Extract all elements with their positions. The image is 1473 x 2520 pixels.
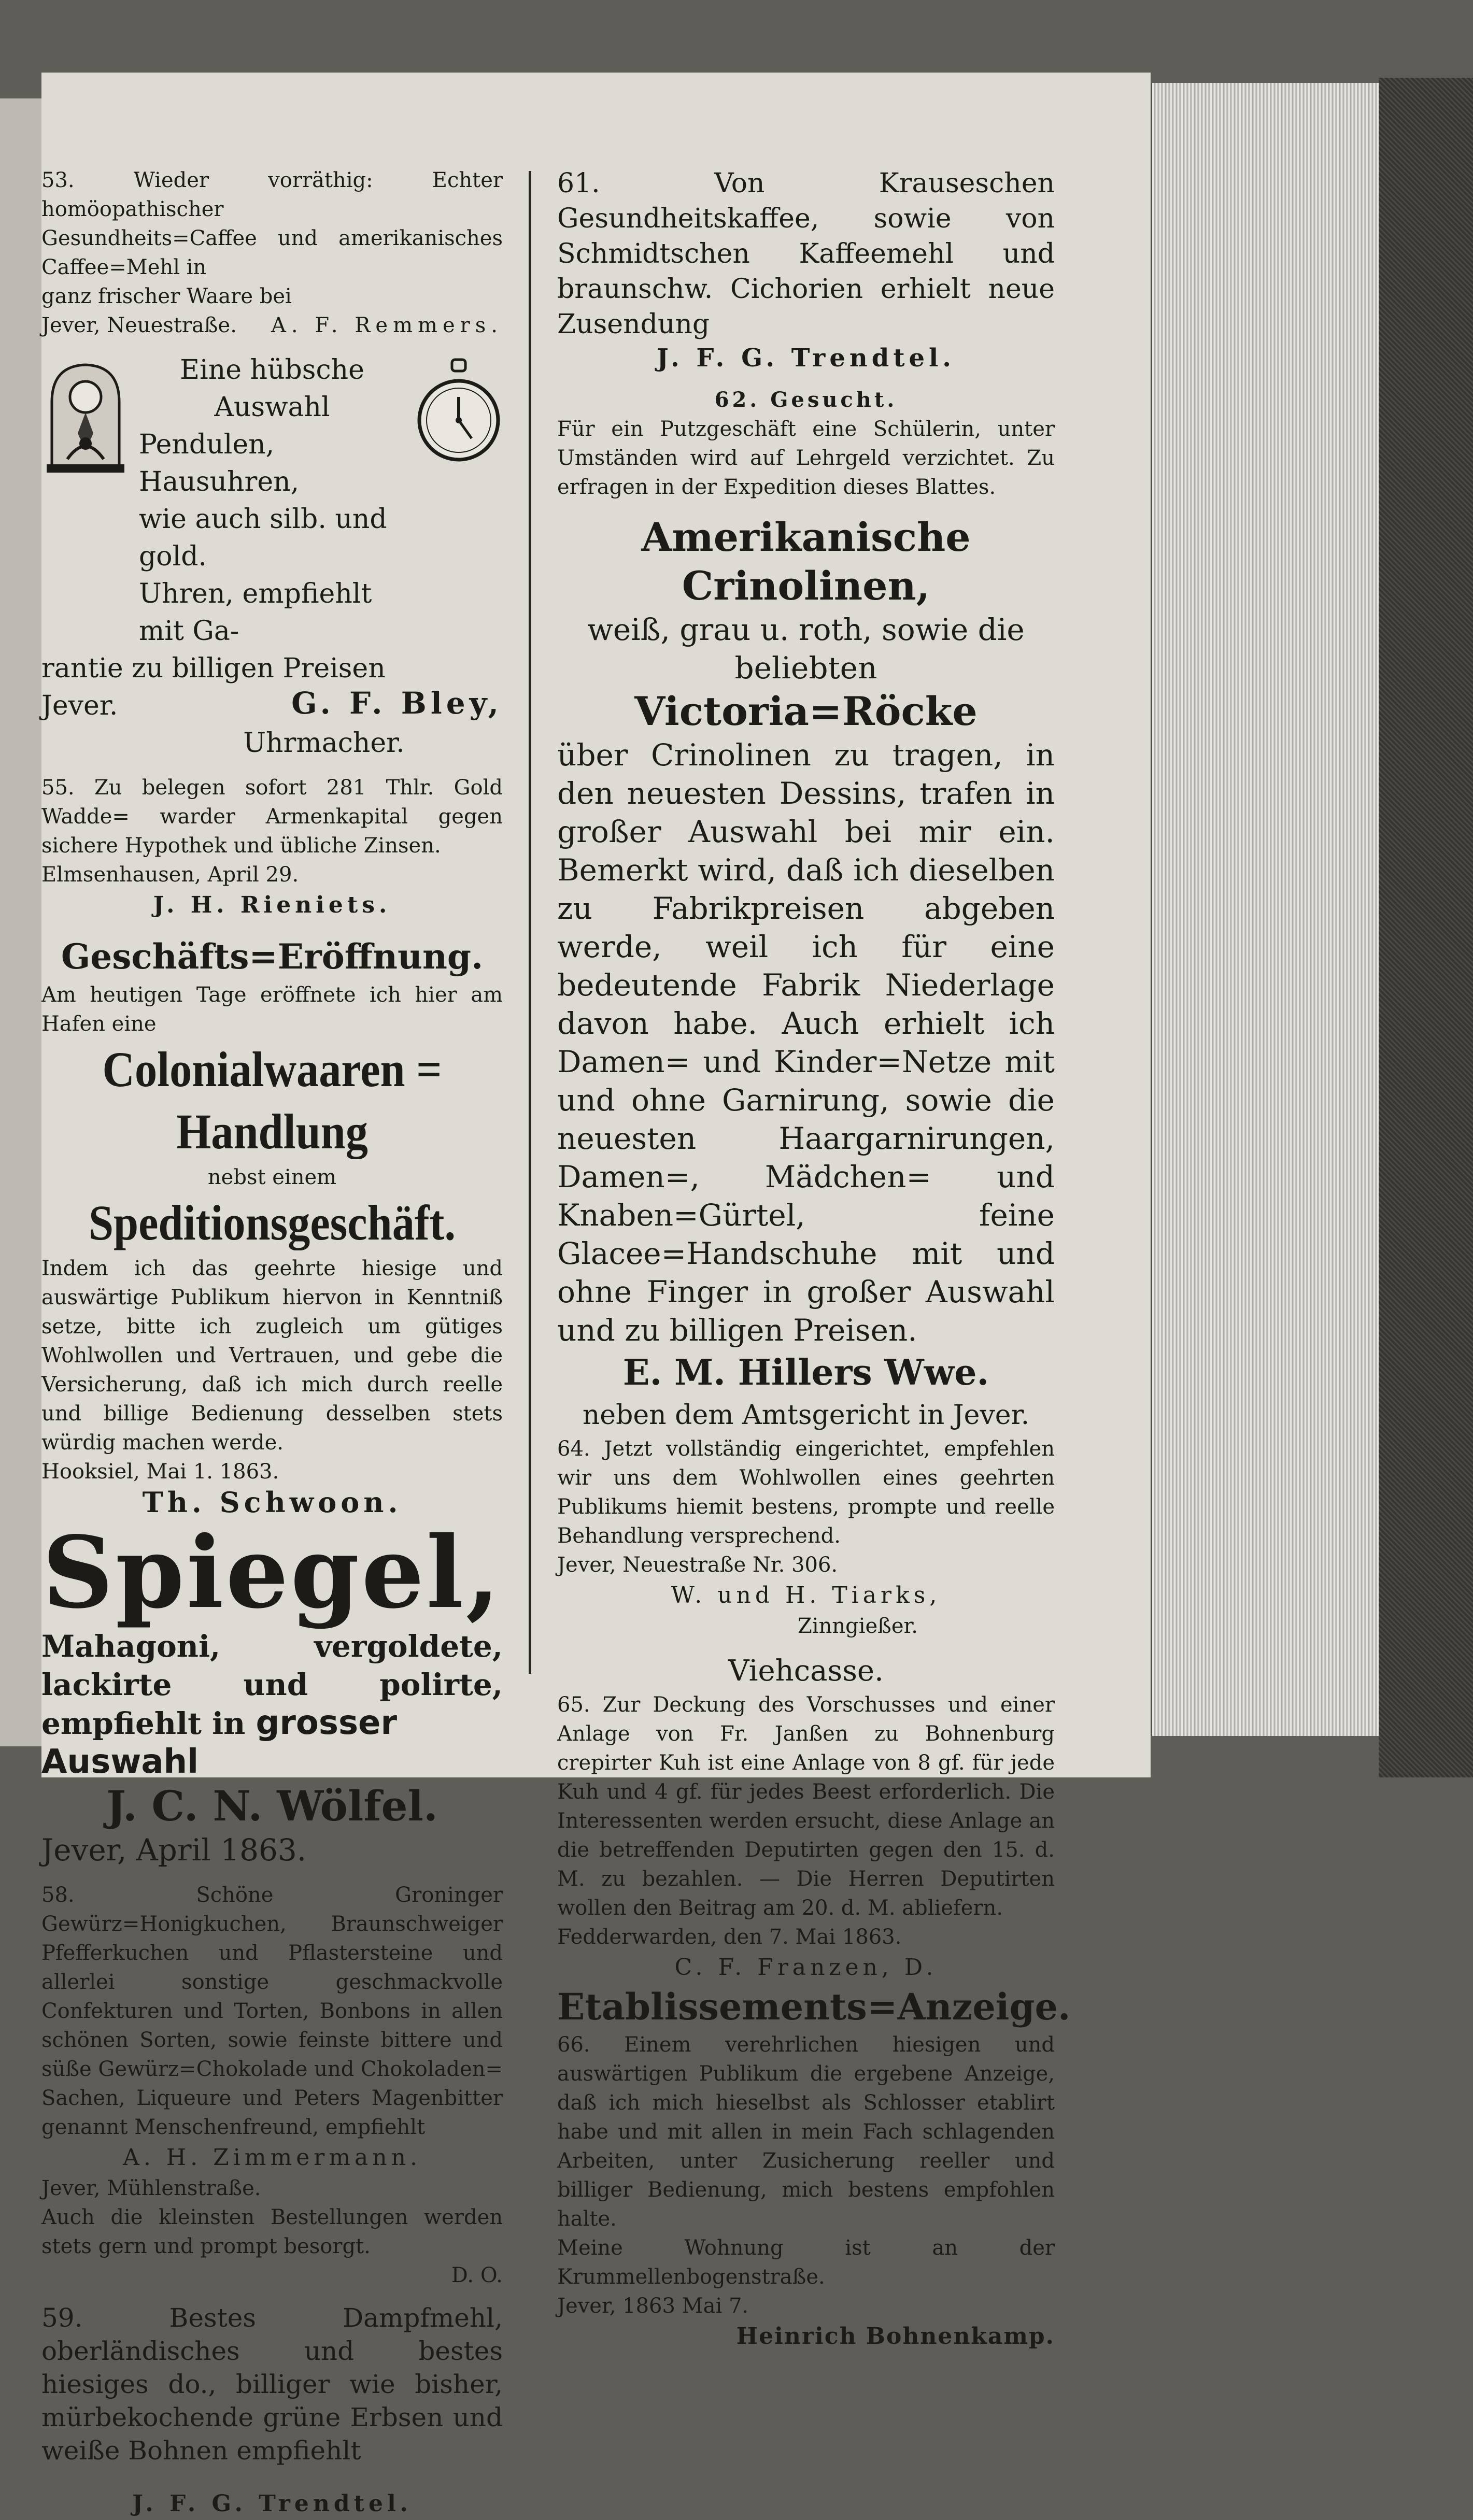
ad-56-title: Geschäfts=Eröffnung. <box>61 936 484 977</box>
ad-64-text: 64. Jetzt vollständig eingerichtet, empfehlen wir uns dem Wohlwollen eines geehrten Publikums hiemit bestens, prompte und reelle Behandlung versprechend. <box>557 1437 1055 1548</box>
ad-57-text: Mahagoni, vergoldete, lackirte und polirte, empfiehlt in <box>41 1629 503 1741</box>
ad-66-title: Etablissements=Anzeige. <box>557 1985 1071 2028</box>
ad-56-business2: Speditionsgeschäft. <box>88 1195 456 1250</box>
ad-54-line: Uhren, empfiehlt mit Ga- <box>139 578 372 647</box>
ad-58 <box>41 1881 503 2290</box>
ad-62 <box>557 386 1055 502</box>
ad-54-line: Pendulen, Hausuhren, <box>139 429 300 497</box>
ad-56-signer: Th. Schwoon. <box>142 1486 402 1519</box>
ad-63-subtitle: weiß, grau u. roth, sowie die beliebten <box>587 612 1025 686</box>
ad-65-place-date: Fedderwarden, den 7. Mai 1863. <box>557 1925 902 1949</box>
ad-59-signer: J. F. G. Trendtel. <box>132 2490 412 2517</box>
ad-55-signer: J. H. Rieniets. <box>153 892 391 918</box>
ad-59 <box>41 2301 503 2520</box>
ad-65-signer: C. F. Franzen, D. <box>674 1954 938 1981</box>
ad-61 <box>557 166 1055 374</box>
ad-53-line: 53. Wieder vorräthig: Echter homöopathischer <box>41 168 503 221</box>
book-cover <box>1379 78 1473 1777</box>
left-column <box>41 166 503 2520</box>
ad-58-place: Jever, Mühlenstraße. <box>41 2176 261 2200</box>
ad-57-title: Spiegel, <box>42 1515 502 1630</box>
ad-58-note: Auch die kleinsten Bestellungen werden stets gern und prompt besorgt. <box>41 2205 503 2258</box>
ad-54 <box>41 351 503 762</box>
ad-53-signer: A. F. Remmers. <box>271 314 503 337</box>
ad-66-text: 66. Einem verehrlichen hiesigen und auswärtigen Publikum die ergebene Anzeige, daß ich mich hieselbst als Schlosser etablirt habe und mit allen in mein Fach schlagenden Arbeiten, unter Zusicherung reeller und billiger Bedienung, mich bestens empfohlen halte. <box>557 2033 1055 2231</box>
ad-58-note-sig: D. O. <box>451 2263 503 2287</box>
ad-57-place-date: Jever, April 1863. <box>41 1832 307 1868</box>
ad-56-nebst: nebst einem <box>207 1165 337 1189</box>
ad-58-signer: A. H. Zimmermann. <box>123 2144 421 2171</box>
ad-66-text2: Meine Wohnung ist an der Krummellenbogenstraße. <box>557 2236 1055 2289</box>
ad-59-text: 59. Bestes Dampfmehl, oberländisches und bestes hiesiges do., billiger wie bisher, mürbekochende grüne Erbsen und weiße Bohnen empfiehlt <box>41 2303 503 2466</box>
ad-53 <box>41 166 503 340</box>
ad-56-business: Colonialwaaren = Handlung <box>102 1042 442 1159</box>
ad-56-intro: Am heutigen Tage eröffnete ich hier am Hafen eine <box>41 983 503 1036</box>
ad-54-line: rantie zu billigen Preisen <box>41 653 386 684</box>
ad-54-role: Uhrmacher. <box>243 728 405 759</box>
ad-54-signer: G. F. Bley, <box>291 686 503 721</box>
ad-57-signer: J. C. N. Wölfel. <box>106 1782 438 1830</box>
ad-63-text: über Crinolinen zu tragen, in den neuesten Dessins, trafen in großer Auswahl bei mir ein. Bemerkt wird, daß ich dieselben zu Fabrikpreisen abgeben werde, weil ich für eine bedeutende Fabrik Niederlage davon habe. Auch erhielt ich Damen= und Kinder=Netze mit und ohne Garnirung, sowie die neuesten Haargarnirungen, Damen=, Mädchen= und Knaben=Gürtel, feine Glacee=Handschuhe mit und ohne Finger in großer Auswahl und zu billigen Preisen. <box>557 737 1055 1348</box>
ad-64-role: Zinngießer. <box>797 1614 918 1638</box>
ad-62-text: Für ein Putzgeschäft eine Schülerin, unter Umständen wird auf Lehrgeld verzichtet. Zu erfragen in der Expedition dieses Blattes. <box>557 417 1055 499</box>
ad-64-signer: W. und H. Tiarks, <box>671 1582 941 1608</box>
ad-66-place-date: Jever, 1863 Mai 7. <box>557 2294 749 2318</box>
ad-56-text: Indem ich das geehrte hiesige und auswärtige Publikum hiervon in Kenntniß setze, bitte ich zugleich um gütiges Wohlwollen und Vertrauen, und gebe die Versicherung, daß ich mich durch reelle und billige Bedienung desselben stets würdig machen werde. <box>41 1257 503 1455</box>
previous-page-edge <box>0 98 43 1746</box>
ad-57 <box>41 1515 503 1869</box>
ad-53-place: Jever, Neuestraße. <box>41 314 237 337</box>
pendulum-clock-icon <box>41 355 130 475</box>
ad-53-line: Gesundheits=Caffee und amerikanisches Caffee=Mehl in <box>41 226 503 279</box>
ad-63-title2: Victoria=Röcke <box>634 688 978 734</box>
ad-54-line: Eine hübsche Auswahl <box>180 354 364 423</box>
ad-54-line: wie auch silb. und gold. <box>139 504 387 572</box>
ad-61-signer: J. F. G. Trendtel. <box>657 344 955 373</box>
ad-66 <box>557 1984 1071 2353</box>
ad-54-place: Jever. <box>41 690 118 721</box>
pocket-watch-icon <box>415 355 503 475</box>
ad-57-auswahl: Auswahl <box>41 1743 199 1781</box>
ad-56-place-date: Hooksiel, Mai 1. 1863. <box>41 1460 279 1484</box>
ad-66-signer: Heinrich Bohnenkamp. <box>736 2323 1055 2350</box>
ad-64 <box>557 1434 1055 1641</box>
ad-64-place: Jever, Neuestraße Nr. 306. <box>557 1553 838 1577</box>
ad-62-title: 62. Gesucht. <box>714 388 898 412</box>
right-column <box>557 166 1071 2353</box>
ad-56 <box>41 933 503 1518</box>
ad-58-text: 58. Schöne Groninger Gewürz=Honigkuchen, Braunschweiger Pfefferkuchen und Pflastersteine und allerlei sonstige geschmackvolle Confekturen und Torten, Bonbons in allen schönen Sorten, sowie feinste bittere und süße Gewürz=Chokolade und Chokoladen= Sachen, Liqueure und Peters Magenbitter genannt Menschenfreund, empfiehlt <box>41 1883 503 2139</box>
book-fore-edge <box>1151 83 1380 1736</box>
column-rule <box>529 171 531 1674</box>
ad-65-text: 65. Zur Deckung des Vorschusses und einer Anlage von Fr. Janßen zu Bohnenburg crepirter Kuh ist eine Anlage von 8 gf. für jede Kuh und 4 gf. für jedes Beest erforderlich. Die Interessenten werden ersucht, diese Anlage an die betreffenden Deputirten gegen den 15. d. M. zu bezahlen. — Die Herren Deputirten wollen den Beitrag am 20. d. M. abliefern. <box>557 1693 1055 1920</box>
ad-57-grosser: grosser <box>256 1704 397 1742</box>
ad-55-place-date: Elmsenhausen, April 29. <box>41 863 299 887</box>
ad-65-title: Viehcasse. <box>728 1654 884 1688</box>
ad-55-text: 55. Zu belegen sofort 281 Thlr. Gold Wadde= warder Armenkapital gegen sichere Hypothek und übliche Zinsen. <box>41 776 503 858</box>
ad-63 <box>557 513 1055 1434</box>
ad-65 <box>557 1652 1055 1984</box>
ad-63-address: neben dem Amtsgericht in Jever. <box>582 1400 1030 1431</box>
ad-61-text: 61. Von Krauseschen Gesundheitskaffee, sowie von Schmidtschen Kaffeemehl und braunschw. Cichorien erhielt neue Zusendung <box>557 168 1055 340</box>
ad-63-signer: E. M. Hillers Wwe. <box>622 1352 989 1393</box>
ad-53-line: ganz frischer Waare bei <box>41 284 292 308</box>
ad-63-title: Amerikanische Crinolinen, <box>641 514 971 609</box>
ad-55 <box>41 773 503 921</box>
